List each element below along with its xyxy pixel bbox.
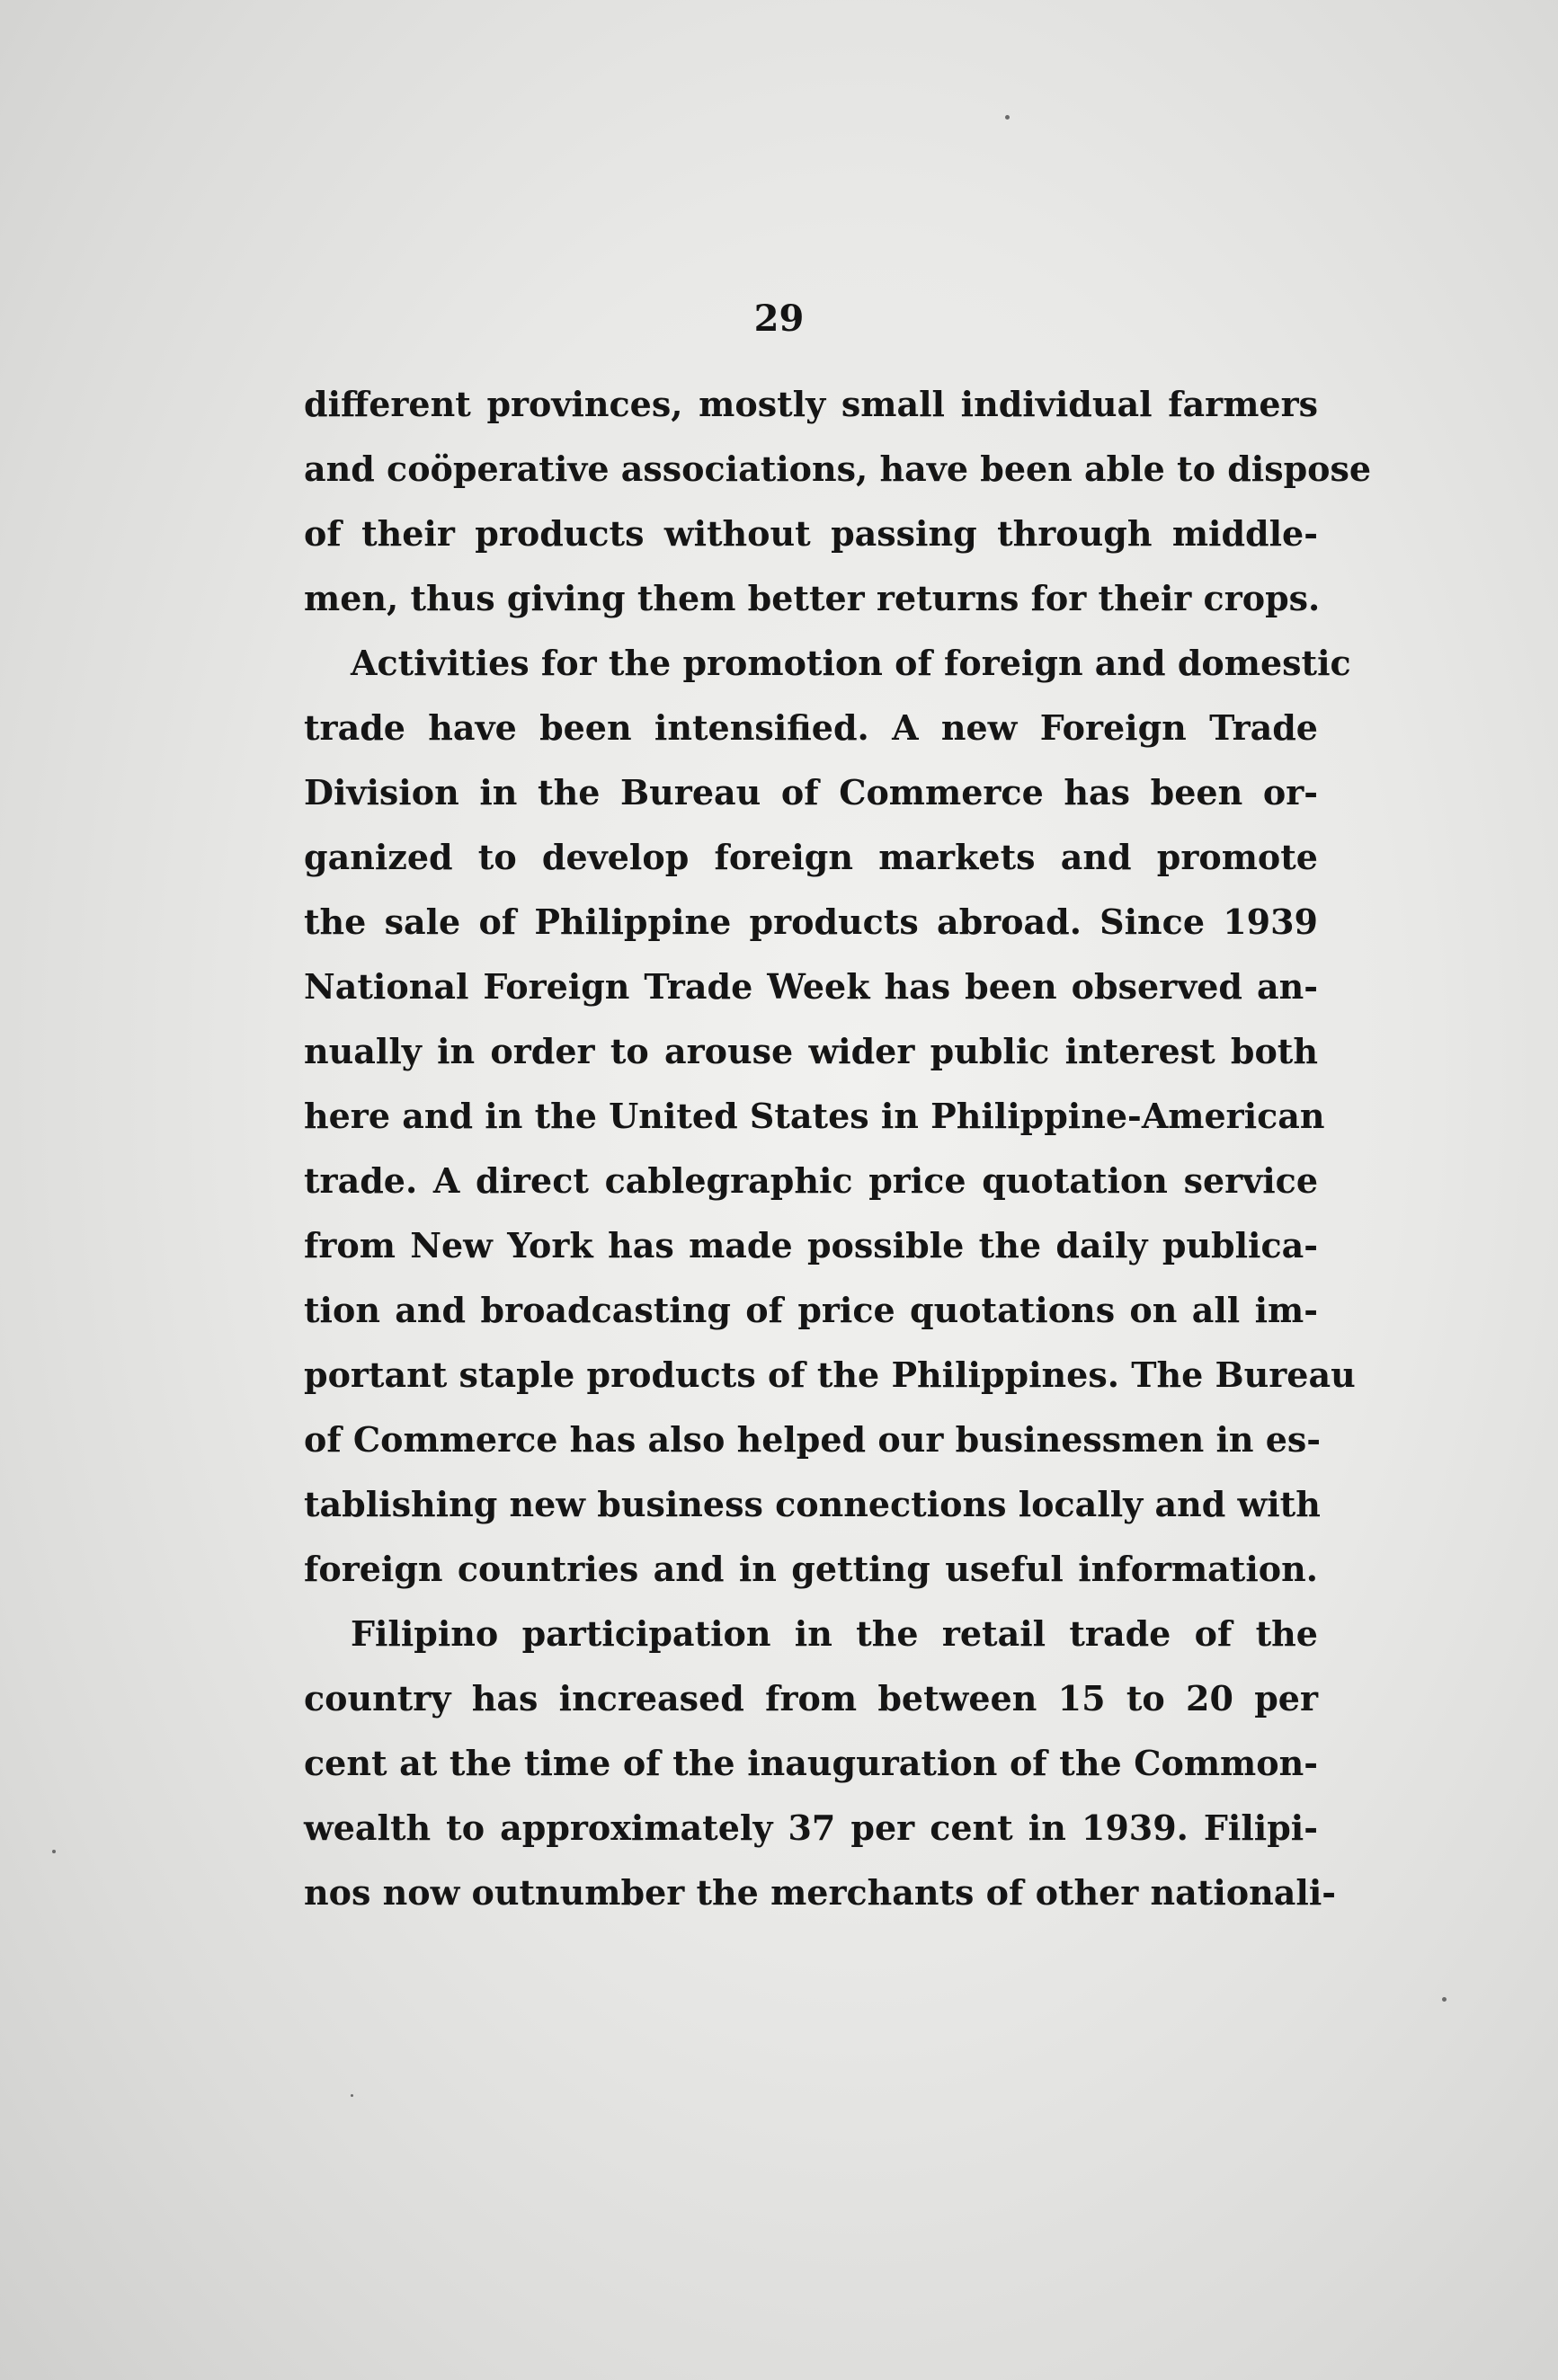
text-line: country has increased from between 15 to 20 per xyxy=(304,1678,1318,1718)
text-line: cent at the time of the inauguration of the Common- xyxy=(304,1743,1318,1783)
text-line: nually in order to arouse wider public interest both xyxy=(304,1031,1318,1071)
text-line: wealth to approximately 37 per cent in 1939. Filipi- xyxy=(304,1807,1318,1848)
scan-speck xyxy=(1005,115,1010,120)
paragraph-start-line: Filipino participation in the retail trade of the xyxy=(351,1613,1318,1654)
scan-speck xyxy=(351,2094,353,2097)
body-text xyxy=(304,372,1372,1925)
text-line: tion and broadcasting of price quotations on all im- xyxy=(304,1290,1318,1330)
text-line: of their products without passing through middle- xyxy=(304,513,1318,554)
text-line: portant staple products of the Philippines. The Bureau xyxy=(304,1354,1356,1395)
text-line: trade. A direct cablegraphic price quotation service xyxy=(304,1160,1318,1201)
text-line: nos now outnumber the merchants of other nationali- xyxy=(304,1872,1337,1913)
text-line: foreign countries and in getting useful information. xyxy=(304,1549,1318,1589)
text-line: tablishing new business connections locally and with xyxy=(304,1484,1321,1524)
text-line: and coöperative associations, have been able to dispose xyxy=(304,448,1372,489)
text-line: of Commerce has also helped our businessmen in es- xyxy=(304,1419,1322,1460)
text-line: men, thus giving them better returns for their crops. xyxy=(304,578,1321,618)
paragraph-start-line: Activities for the promotion of foreign and domestic xyxy=(351,643,1351,683)
page-number: 29 xyxy=(753,298,805,340)
text-line: the sale of Philippine products abroad. Since 1939 xyxy=(304,901,1318,942)
text-line: from New York has made possible the daily publica- xyxy=(304,1225,1318,1265)
scan-speck xyxy=(1442,1997,1447,2002)
text-line: different provinces, mostly small individual farmers xyxy=(304,384,1318,424)
text-line: ganized to develop foreign markets and promote xyxy=(304,837,1318,877)
scan-speck xyxy=(52,1850,56,1853)
text-line: Division in the Bureau of Commerce has been or- xyxy=(304,772,1318,813)
text-line: trade have been intensified. A new Foreign Trade xyxy=(304,707,1318,748)
text-line: here and in the United States in Philippine-American xyxy=(304,1096,1325,1136)
text-line: National Foreign Trade Week has been observed an- xyxy=(304,966,1318,1007)
